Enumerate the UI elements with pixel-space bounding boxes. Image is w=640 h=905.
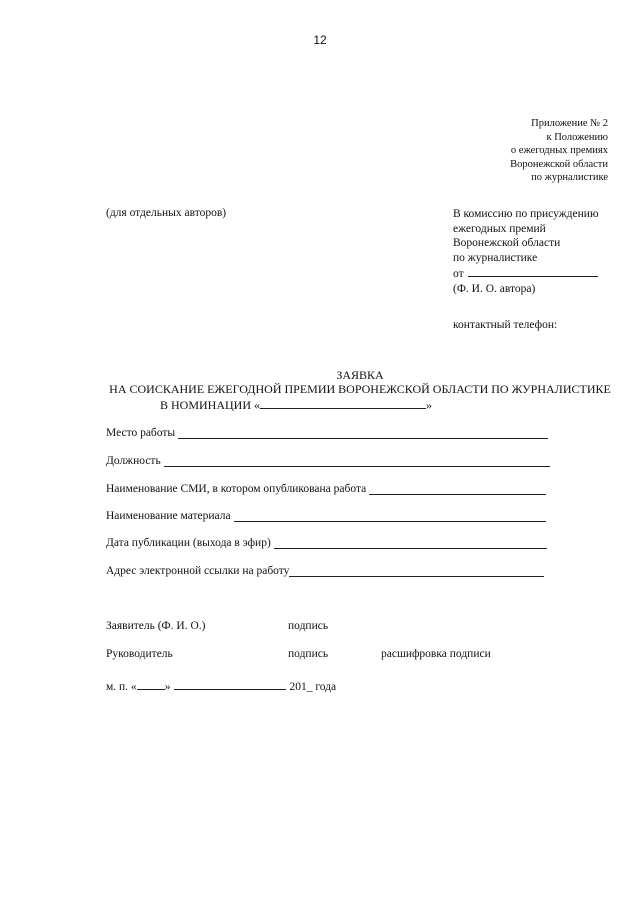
author-name-line[interactable] [468,265,598,277]
appendix-header [510,117,608,185]
nomination-row [160,397,432,413]
nomination-prefix: В НОМИНАЦИИ « [160,398,261,412]
publication-date-field [106,537,547,549]
workplace-field [106,427,548,439]
link-address-line[interactable] [289,565,544,577]
media-name-field [106,483,546,495]
addressee-line: ежегодных премий [453,222,546,235]
material-name-line[interactable] [234,510,546,522]
addressee-line: Воронежской области [453,237,561,250]
link-address-field [106,565,544,577]
material-name-label: Наименование материала [106,510,231,522]
signature-decoding-label: расшифровка подписи [381,648,491,660]
workplace-label: Место работы [106,427,176,439]
workplace-line[interactable] [178,427,548,439]
page-number: 12 [313,33,327,47]
addressee-line: В комиссию по присуждению [453,208,599,220]
position-field [106,455,550,467]
appendix-line: по журналистике [531,172,608,184]
authors-note: (для отдельных авторов) [106,207,227,219]
appendix-line: о ежегодных премиях [510,145,608,157]
stamp-date-row [106,679,336,693]
head-label: Руководитель [106,648,173,660]
year-label: 201_ года [289,681,337,693]
applicant-label: Заявитель (Ф. И. О.) [106,620,206,632]
stamp-mid: » [164,681,171,693]
contact-phone-label: контактный телефон: [453,319,558,331]
appendix-line: Воронежской области [510,158,608,170]
nomination-suffix: » [426,398,433,412]
position-label: Должность [106,455,161,467]
head-signature-label: подпись [288,648,329,660]
media-name-line[interactable] [369,483,546,495]
form-title: ЗАЯВКА [336,368,384,382]
appendix-line: Приложение № 2 [531,118,608,129]
media-name-label: Наименование СМИ, в котором опубликована работа [106,483,367,495]
addressee-from-row [453,265,599,282]
day-line[interactable] [137,679,165,690]
author-label: (Ф. И. О. автора) [453,282,536,295]
material-name-field [106,510,546,522]
appendix-line: к Положению [546,131,608,143]
link-address-label: Адрес электронной ссылки на работу [106,565,290,577]
applicant-signature-label: подпись [288,620,329,632]
publication-date-line[interactable] [274,537,547,549]
month-line[interactable] [174,679,286,690]
addressee-block [453,207,599,297]
addressee-line: по журналистике [453,251,538,264]
publication-date-label: Дата публикации (выхода в эфир) [106,537,271,549]
stamp-prefix: м. п. « [106,681,137,693]
form-subtitle: НА СОИСКАНИЕ ЕЖЕГОДНОЙ ПРЕМИИ ВОРОНЕЖСКОЙ ОБЛАСТИ ПО ЖУРНАЛИСТИКЕ [109,382,611,396]
nomination-line[interactable] [260,397,426,409]
position-line[interactable] [164,455,550,467]
from-label: от [453,268,464,281]
